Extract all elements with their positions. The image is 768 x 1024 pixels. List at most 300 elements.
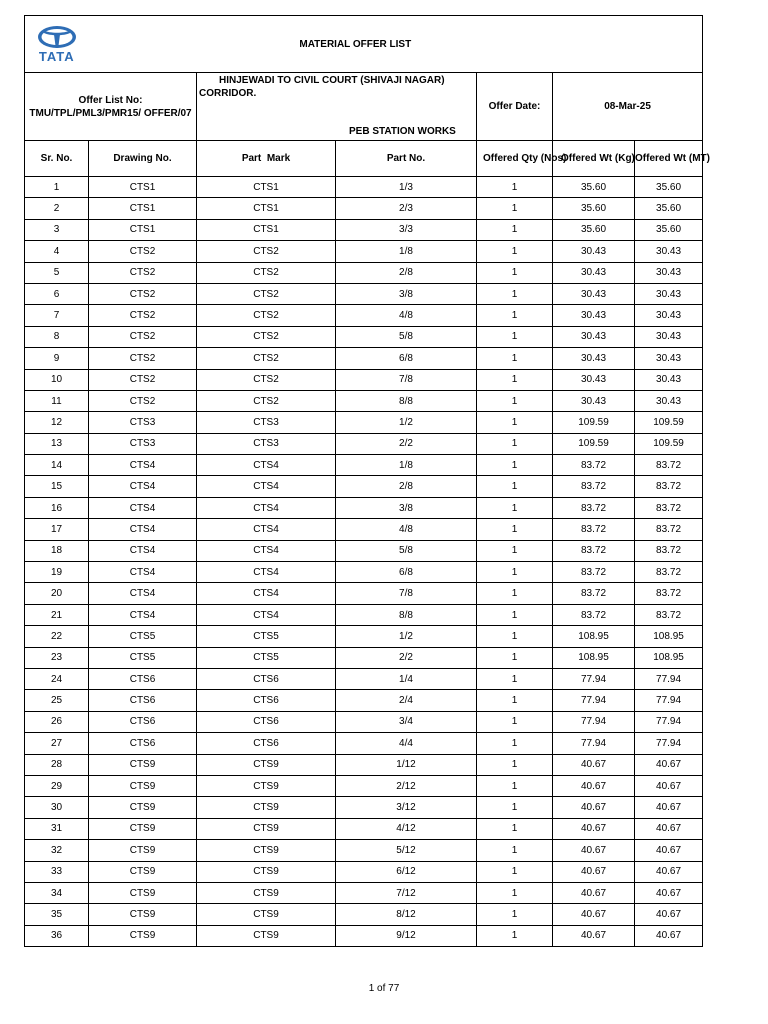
table-row [25, 326, 703, 347]
cell-part-no: 2/4 [336, 690, 477, 711]
cell-offered-wt-mt: 83.72 [635, 540, 703, 561]
offer-table [24, 15, 710, 947]
cell-offered-qty: 1 [477, 818, 553, 839]
cell-part-mark: CTS4 [197, 519, 336, 540]
cell-sr-no: 1 [25, 177, 89, 198]
cell-part-mark: CTS2 [197, 262, 336, 283]
cell-part-mark: CTS3 [197, 412, 336, 433]
column-header-drawing-no: Drawing No. [89, 141, 197, 177]
cell-drawing-no: CTS4 [89, 497, 197, 518]
cell-drawing-no: CTS6 [89, 733, 197, 754]
cell-drawing-no: CTS4 [89, 583, 197, 604]
cell-sr-no: 9 [25, 348, 89, 369]
cell-part-mark: CTS9 [197, 797, 336, 818]
cell-offered-wt-mt: 30.43 [635, 348, 703, 369]
cell-sr-no: 13 [25, 433, 89, 454]
table-row [25, 775, 703, 796]
cell-sr-no: 5 [25, 262, 89, 283]
material-offer-sheet [24, 15, 710, 947]
cell-offered-qty: 1 [477, 904, 553, 925]
table-row [25, 626, 703, 647]
table-row [25, 818, 703, 839]
cell-offered-qty: 1 [477, 305, 553, 326]
cell-offered-qty: 1 [477, 283, 553, 304]
cell-sr-no: 28 [25, 754, 89, 775]
cell-part-no: 1/4 [336, 668, 477, 689]
cell-sr-no: 6 [25, 283, 89, 304]
cell-drawing-no: CTS5 [89, 626, 197, 647]
cell-part-mark: CTS4 [197, 455, 336, 476]
cell-part-mark: CTS6 [197, 711, 336, 732]
cell-drawing-no: CTS6 [89, 711, 197, 732]
cell-drawing-no: CTS1 [89, 219, 197, 240]
cell-offered-wt-kg: 30.43 [553, 369, 635, 390]
cell-offered-wt-kg: 83.72 [553, 455, 635, 476]
cell-offered-wt-kg: 83.72 [553, 519, 635, 540]
cell-drawing-no: CTS9 [89, 882, 197, 903]
cell-part-mark: CTS2 [197, 283, 336, 304]
table-row [25, 412, 703, 433]
table-row [25, 519, 703, 540]
cell-drawing-no: CTS9 [89, 925, 197, 946]
cell-part-no: 6/12 [336, 861, 477, 882]
offer-list-cell [25, 73, 197, 141]
cell-sr-no: 3 [25, 219, 89, 240]
cell-offered-wt-kg: 40.67 [553, 775, 635, 796]
cell-drawing-no: CTS9 [89, 754, 197, 775]
cell-offered-wt-mt: 83.72 [635, 562, 703, 583]
table-row [25, 177, 703, 198]
table-row [25, 754, 703, 775]
table-row [25, 283, 703, 304]
cell-offered-wt-kg: 77.94 [553, 711, 635, 732]
cell-offered-wt-mt: 30.43 [635, 326, 703, 347]
cell-offered-wt-mt: 83.72 [635, 455, 703, 476]
cell-drawing-no: CTS2 [89, 305, 197, 326]
cell-drawing-no: CTS2 [89, 241, 197, 262]
cell-part-mark: CTS6 [197, 733, 336, 754]
cell-sr-no: 23 [25, 647, 89, 668]
cell-offered-qty: 1 [477, 668, 553, 689]
cell-offered-wt-mt: 77.94 [635, 668, 703, 689]
cell-part-mark: CTS1 [197, 198, 336, 219]
cell-offered-wt-kg: 40.67 [553, 904, 635, 925]
table-row [25, 668, 703, 689]
table-row [25, 348, 703, 369]
cell-drawing-no: CTS4 [89, 476, 197, 497]
table-row [25, 369, 703, 390]
cell-part-no: 1/2 [336, 626, 477, 647]
table-row [25, 476, 703, 497]
cell-part-mark: CTS9 [197, 904, 336, 925]
cell-part-no: 7/12 [336, 882, 477, 903]
cell-offered-qty: 1 [477, 433, 553, 454]
cell-offered-qty: 1 [477, 348, 553, 369]
cell-drawing-no: CTS2 [89, 348, 197, 369]
cell-part-mark: CTS1 [197, 219, 336, 240]
cell-drawing-no: CTS3 [89, 412, 197, 433]
cell-sr-no: 20 [25, 583, 89, 604]
cell-drawing-no: CTS1 [89, 198, 197, 219]
cell-drawing-no: CTS9 [89, 861, 197, 882]
cell-offered-wt-kg: 77.94 [553, 690, 635, 711]
cell-offered-wt-kg: 30.43 [553, 241, 635, 262]
table-row [25, 604, 703, 625]
cell-drawing-no: CTS5 [89, 647, 197, 668]
cell-offered-qty: 1 [477, 326, 553, 347]
cell-part-mark: CTS2 [197, 369, 336, 390]
cell-part-no: 6/8 [336, 562, 477, 583]
cell-offered-wt-mt: 77.94 [635, 733, 703, 754]
cell-drawing-no: CTS2 [89, 262, 197, 283]
cell-offered-wt-mt: 40.67 [635, 882, 703, 903]
table-row [25, 390, 703, 411]
cell-drawing-no: CTS3 [89, 433, 197, 454]
document-title: MATERIAL OFFER LIST [89, 16, 703, 73]
cell-offered-qty: 1 [477, 775, 553, 796]
cell-offered-qty: 1 [477, 519, 553, 540]
cell-sr-no: 2 [25, 198, 89, 219]
cell-part-no: 2/8 [336, 262, 477, 283]
cell-offered-wt-mt: 30.43 [635, 369, 703, 390]
cell-sr-no: 7 [25, 305, 89, 326]
cell-sr-no: 12 [25, 412, 89, 433]
project-work: PEB STATION WORKS [349, 126, 456, 137]
cell-sr-no: 30 [25, 797, 89, 818]
cell-offered-qty: 1 [477, 583, 553, 604]
cell-offered-wt-mt: 30.43 [635, 262, 703, 283]
cell-offered-wt-mt: 40.67 [635, 861, 703, 882]
cell-offered-wt-kg: 83.72 [553, 562, 635, 583]
column-header-offered-wt-mt: Offered Wt (MT) [635, 141, 703, 177]
cell-sr-no: 34 [25, 882, 89, 903]
cell-part-mark: CTS9 [197, 775, 336, 796]
cell-offered-wt-mt: 40.67 [635, 797, 703, 818]
cell-part-mark: CTS2 [197, 305, 336, 326]
cell-offered-qty: 1 [477, 455, 553, 476]
cell-part-mark: CTS1 [197, 177, 336, 198]
table-row [25, 198, 703, 219]
cell-drawing-no: CTS9 [89, 797, 197, 818]
cell-offered-wt-kg: 109.59 [553, 412, 635, 433]
cell-offered-qty: 1 [477, 198, 553, 219]
cell-sr-no: 10 [25, 369, 89, 390]
cell-sr-no: 14 [25, 455, 89, 476]
cell-drawing-no: CTS9 [89, 775, 197, 796]
column-header-row [25, 141, 703, 177]
offer-date-label: Offer Date: [477, 73, 553, 141]
cell-part-no: 8/8 [336, 390, 477, 411]
cell-part-no: 8/8 [336, 604, 477, 625]
tata-logo [37, 25, 77, 63]
cell-part-no: 5/12 [336, 840, 477, 861]
cell-part-mark: CTS6 [197, 690, 336, 711]
cell-drawing-no: CTS4 [89, 604, 197, 625]
cell-part-no: 7/8 [336, 583, 477, 604]
cell-part-no: 5/8 [336, 326, 477, 347]
cell-offered-wt-kg: 77.94 [553, 668, 635, 689]
cell-part-mark: CTS4 [197, 604, 336, 625]
cell-sr-no: 17 [25, 519, 89, 540]
cell-part-mark: CTS3 [197, 433, 336, 454]
cell-offered-qty: 1 [477, 540, 553, 561]
table-row [25, 455, 703, 476]
cell-offered-wt-kg: 30.43 [553, 348, 635, 369]
cell-sr-no: 15 [25, 476, 89, 497]
cell-offered-wt-mt: 40.67 [635, 754, 703, 775]
cell-offered-wt-mt: 40.67 [635, 775, 703, 796]
table-row [25, 497, 703, 518]
cell-offered-qty: 1 [477, 562, 553, 583]
cell-part-no: 1/8 [336, 241, 477, 262]
table-row [25, 583, 703, 604]
cell-offered-qty: 1 [477, 241, 553, 262]
cell-offered-wt-kg: 109.59 [553, 433, 635, 454]
cell-part-mark: CTS4 [197, 476, 336, 497]
cell-offered-wt-mt: 35.60 [635, 219, 703, 240]
cell-offered-qty: 1 [477, 412, 553, 433]
cell-part-no: 4/8 [336, 519, 477, 540]
cell-offered-wt-kg: 40.67 [553, 840, 635, 861]
cell-sr-no: 26 [25, 711, 89, 732]
table-row [25, 861, 703, 882]
cell-drawing-no: CTS9 [89, 840, 197, 861]
cell-offered-wt-mt: 30.43 [635, 305, 703, 326]
cell-offered-wt-mt: 83.72 [635, 497, 703, 518]
table-row [25, 433, 703, 454]
cell-drawing-no: CTS9 [89, 904, 197, 925]
cell-drawing-no: CTS2 [89, 326, 197, 347]
cell-offered-wt-kg: 83.72 [553, 540, 635, 561]
column-header-offered-qty: Offered Qty (Nos) [477, 141, 553, 177]
cell-drawing-no: CTS2 [89, 283, 197, 304]
cell-offered-qty: 1 [477, 177, 553, 198]
cell-offered-qty: 1 [477, 647, 553, 668]
cell-part-mark: CTS9 [197, 818, 336, 839]
cell-sr-no: 22 [25, 626, 89, 647]
table-body [25, 177, 703, 947]
cell-offered-qty: 1 [477, 219, 553, 240]
cell-part-mark: CTS2 [197, 348, 336, 369]
cell-part-mark: CTS4 [197, 562, 336, 583]
cell-sr-no: 29 [25, 775, 89, 796]
cell-sr-no: 31 [25, 818, 89, 839]
cell-part-mark: CTS2 [197, 390, 336, 411]
cell-sr-no: 19 [25, 562, 89, 583]
cell-sr-no: 11 [25, 390, 89, 411]
column-header-sr-no: Sr. No. [25, 141, 89, 177]
cell-offered-qty: 1 [477, 476, 553, 497]
cell-part-no: 3/8 [336, 283, 477, 304]
cell-drawing-no: CTS6 [89, 690, 197, 711]
cell-offered-wt-kg: 108.95 [553, 647, 635, 668]
table-row [25, 262, 703, 283]
cell-part-no: 1/12 [336, 754, 477, 775]
cell-sr-no: 36 [25, 925, 89, 946]
cell-offered-qty: 1 [477, 925, 553, 946]
cell-sr-no: 27 [25, 733, 89, 754]
cell-offered-wt-mt: 30.43 [635, 390, 703, 411]
cell-part-no: 4/12 [336, 818, 477, 839]
cell-offered-qty: 1 [477, 497, 553, 518]
cell-offered-wt-mt: 30.43 [635, 241, 703, 262]
cell-offered-wt-mt: 35.60 [635, 177, 703, 198]
cell-offered-qty: 1 [477, 369, 553, 390]
cell-part-mark: CTS5 [197, 626, 336, 647]
page-indicator: 1 of 77 [368, 983, 400, 994]
info-row [25, 73, 703, 141]
cell-part-mark: CTS9 [197, 754, 336, 775]
offer-list-label: Offer List No: [78, 94, 143, 106]
cell-part-no: 2/2 [336, 647, 477, 668]
project-cell [197, 73, 477, 141]
cell-offered-wt-kg: 30.43 [553, 283, 635, 304]
table-row [25, 690, 703, 711]
cell-part-no: 1/8 [336, 455, 477, 476]
cell-offered-qty: 1 [477, 390, 553, 411]
cell-part-no: 2/2 [336, 433, 477, 454]
cell-part-mark: CTS4 [197, 497, 336, 518]
cell-offered-wt-mt: 77.94 [635, 690, 703, 711]
cell-drawing-no: CTS4 [89, 519, 197, 540]
cell-offered-wt-mt: 83.72 [635, 604, 703, 625]
cell-offered-qty: 1 [477, 754, 553, 775]
cell-offered-qty: 1 [477, 690, 553, 711]
cell-drawing-no: CTS9 [89, 818, 197, 839]
cell-offered-wt-kg: 35.60 [553, 198, 635, 219]
cell-drawing-no: CTS2 [89, 369, 197, 390]
cell-offered-wt-mt: 40.67 [635, 818, 703, 839]
cell-offered-wt-mt: 83.72 [635, 519, 703, 540]
table-row [25, 241, 703, 262]
cell-part-mark: CTS5 [197, 647, 336, 668]
cell-offered-wt-kg: 40.67 [553, 797, 635, 818]
cell-part-mark: CTS2 [197, 326, 336, 347]
column-header-part-mark: Part Mark [197, 141, 336, 177]
cell-sr-no: 25 [25, 690, 89, 711]
cell-offered-wt-mt: 40.67 [635, 904, 703, 925]
cell-part-mark: CTS9 [197, 840, 336, 861]
cell-part-mark: CTS4 [197, 540, 336, 561]
cell-offered-wt-kg: 30.43 [553, 262, 635, 283]
cell-offered-wt-kg: 83.72 [553, 583, 635, 604]
cell-offered-wt-kg: 83.72 [553, 497, 635, 518]
cell-drawing-no: CTS4 [89, 562, 197, 583]
cell-part-mark: CTS4 [197, 583, 336, 604]
cell-offered-wt-mt: 40.67 [635, 925, 703, 946]
logo-cell [25, 16, 89, 73]
cell-sr-no: 18 [25, 540, 89, 561]
cell-offered-wt-mt: 83.72 [635, 476, 703, 497]
column-header-part-no: Part No. [336, 141, 477, 177]
cell-part-mark: CTS9 [197, 861, 336, 882]
table-row [25, 904, 703, 925]
table-row [25, 562, 703, 583]
table-row [25, 647, 703, 668]
cell-sr-no: 35 [25, 904, 89, 925]
project-name: HINJEWADI TO CIVIL COURT (SHIVAJI NAGAR) CORRIDOR. [199, 75, 445, 99]
table-row [25, 733, 703, 754]
logo-wordmark: TATA [38, 48, 75, 64]
table-row [25, 797, 703, 818]
cell-drawing-no: CTS1 [89, 177, 197, 198]
offer-list-number: TMU/TPL/PML3/PMR15/ OFFER/07 [29, 107, 192, 119]
cell-drawing-no: CTS4 [89, 540, 197, 561]
cell-part-no: 4/8 [336, 305, 477, 326]
cell-part-no: 4/4 [336, 733, 477, 754]
title-row [25, 16, 703, 73]
cell-offered-wt-kg: 30.43 [553, 326, 635, 347]
cell-sr-no: 24 [25, 668, 89, 689]
cell-drawing-no: CTS6 [89, 668, 197, 689]
cell-offered-wt-kg: 40.67 [553, 861, 635, 882]
cell-offered-wt-mt: 40.67 [635, 840, 703, 861]
cell-part-no: 5/8 [336, 540, 477, 561]
offer-date-value: 08-Mar-25 [553, 73, 703, 141]
cell-part-no: 3/8 [336, 497, 477, 518]
cell-offered-qty: 1 [477, 733, 553, 754]
cell-offered-qty: 1 [477, 262, 553, 283]
cell-part-no: 1/2 [336, 412, 477, 433]
cell-offered-wt-mt: 109.59 [635, 433, 703, 454]
table-row [25, 711, 703, 732]
cell-offered-wt-kg: 30.43 [553, 305, 635, 326]
cell-offered-wt-mt: 77.94 [635, 711, 703, 732]
tata-emblem-icon [37, 25, 77, 49]
cell-part-no: 3/3 [336, 219, 477, 240]
cell-offered-wt-kg: 40.67 [553, 882, 635, 903]
cell-offered-qty: 1 [477, 840, 553, 861]
table-row [25, 925, 703, 946]
cell-offered-wt-mt: 108.95 [635, 626, 703, 647]
cell-offered-wt-mt: 108.95 [635, 647, 703, 668]
cell-part-no: 3/4 [336, 711, 477, 732]
cell-offered-wt-kg: 35.60 [553, 219, 635, 240]
cell-part-no: 2/3 [336, 198, 477, 219]
cell-sr-no: 33 [25, 861, 89, 882]
cell-offered-wt-kg: 40.67 [553, 754, 635, 775]
cell-part-no: 7/8 [336, 369, 477, 390]
cell-offered-wt-kg: 40.67 [553, 818, 635, 839]
cell-offered-wt-mt: 83.72 [635, 583, 703, 604]
column-header-offered-wt-kg: Offered Wt (Kg) [553, 141, 635, 177]
cell-offered-wt-kg: 77.94 [553, 733, 635, 754]
cell-offered-wt-mt: 30.43 [635, 283, 703, 304]
cell-offered-wt-kg: 108.95 [553, 626, 635, 647]
cell-part-mark: CTS2 [197, 241, 336, 262]
cell-part-no: 2/8 [336, 476, 477, 497]
cell-offered-wt-kg: 35.60 [553, 177, 635, 198]
cell-part-no: 3/12 [336, 797, 477, 818]
cell-offered-wt-kg: 83.72 [553, 604, 635, 625]
cell-sr-no: 16 [25, 497, 89, 518]
cell-offered-qty: 1 [477, 882, 553, 903]
cell-offered-qty: 1 [477, 604, 553, 625]
cell-offered-wt-kg: 83.72 [553, 476, 635, 497]
cell-offered-qty: 1 [477, 626, 553, 647]
cell-part-no: 9/12 [336, 925, 477, 946]
cell-part-mark: CTS6 [197, 668, 336, 689]
table-row [25, 840, 703, 861]
cell-part-mark: CTS9 [197, 925, 336, 946]
cell-sr-no: 21 [25, 604, 89, 625]
cell-part-no: 1/3 [336, 177, 477, 198]
cell-offered-wt-kg: 40.67 [553, 925, 635, 946]
cell-drawing-no: CTS4 [89, 455, 197, 476]
cell-offered-qty: 1 [477, 797, 553, 818]
cell-part-no: 2/12 [336, 775, 477, 796]
cell-offered-wt-mt: 35.60 [635, 198, 703, 219]
